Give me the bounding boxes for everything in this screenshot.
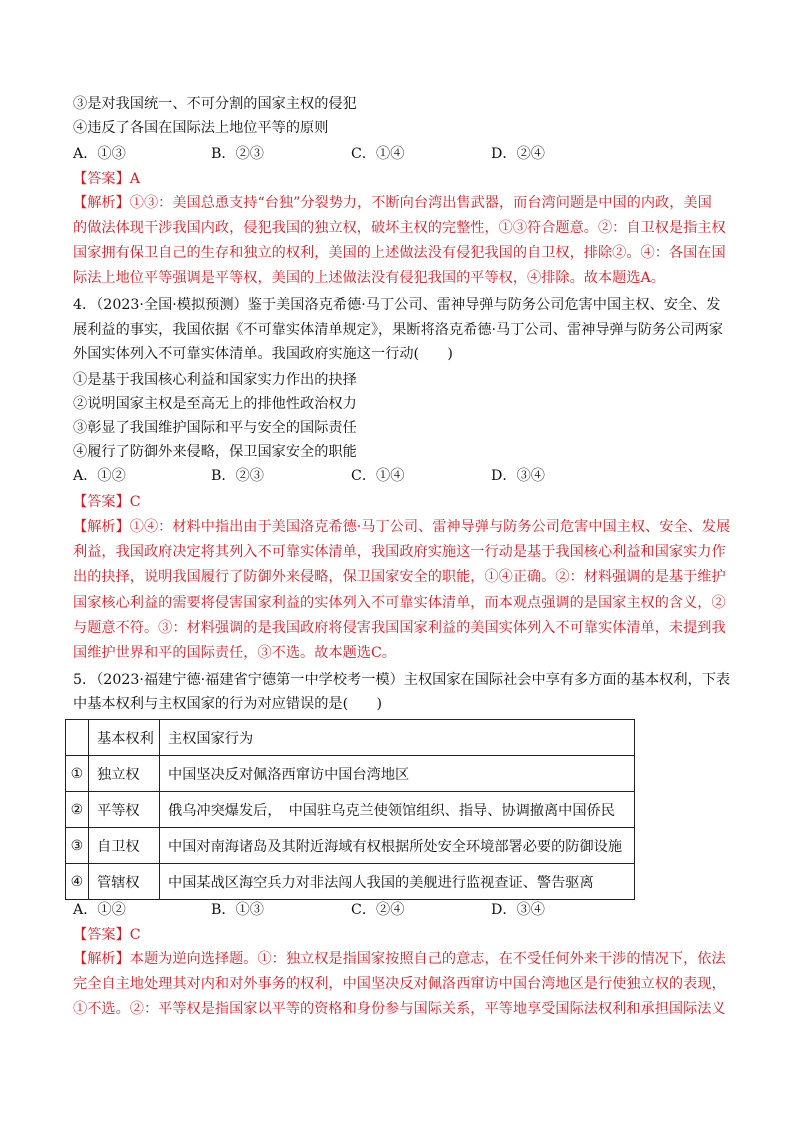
table-cell: 俄乌冲突爆发后， 中国驻乌克兰使领馆组织、指导、协调撤离中国侨民 — [160, 792, 635, 828]
q4-option-b: B．②③ — [211, 468, 264, 484]
q5-option-c: C．②④ — [351, 902, 405, 918]
rights-table — [65, 719, 635, 900]
table-row — [66, 792, 635, 828]
table-cell: 管辖权 — [89, 864, 160, 900]
table-row — [66, 828, 635, 864]
table-cell: ② — [66, 792, 89, 828]
q4-analysis-line: 【解析】①④：材料中指出由于美国洛克希德·马丁公司、雷神导弹与防务公司危害中国主权、安全、发展 — [73, 519, 731, 535]
q3-item-4: ④违反了各国在国际法上地位平等的原则 — [73, 120, 329, 136]
table-cell: 中国对南海诸岛及其附近海域有权根据所处安全环境部署必要的防御设施 — [160, 828, 635, 864]
q4-stem-line: 4．（2023·全国·模拟预测）鉴于美国洛克希德·马丁公司、雷神导弹与防务公司危害中国主权、安全、发 — [73, 297, 721, 313]
q5-answer: 【答案】C — [73, 927, 141, 943]
q5-analysis-line: ①不选。②：平等权是指国家以平等的资格和身份参与国际关系，平等地享受国际法权利和承担国际法义 — [73, 1001, 726, 1017]
table-cell: ③ — [66, 828, 89, 864]
q4-option-c: C．①④ — [351, 468, 405, 484]
q4-item-1: ①是基于我国核心利益和国家实力作出的抉择 — [73, 372, 357, 388]
q5-stem-line: 中基本权利与主权国家的行为对应错误的是( ) — [73, 696, 383, 712]
table-header-cell: 基本权利 — [89, 720, 160, 756]
q4-answer: 【答案】C — [73, 494, 141, 510]
q4-analysis-line: 出的抉择，说明我国履行了防御外来侵略，保卫国家安全的职能，①④正确。②：材料强调的是基于维护 — [73, 569, 726, 585]
q4-analysis-line: 与题意不符。③：材料强调的是我国政府将侵害我国国家利益的美国实体列入不可靠实体清单，未提到我 — [73, 620, 726, 636]
q4-stem-line: 展利益的事实，我国依据《不可靠实体清单规定》，果断将洛克希德·马丁公司、雷神导弹与防务公司两家 — [73, 322, 724, 338]
q3-answer: 【答案】A — [73, 171, 140, 187]
q4-analysis-line: 利益，我国政府决定将其列入不可靠实体清单，我国政府实施这一行动是基于我国核心利益和国家实力作 — [73, 544, 726, 560]
table-row — [66, 756, 635, 792]
q3-analysis-line: 【解析】①③：美国总恿支持“台独”分裂势力，不断向台湾出售武器，而台湾问题是中国的内政，美国 — [73, 195, 712, 211]
table-cell: 中国某战区海空兵力对非法闯人我国的美舰进行监视查证、警告驱离 — [160, 864, 635, 900]
q3-analysis-line: 的做法体现干涉我国内政，侵犯我国的独立权，破坏主权的完整性，①③符合题意。②：自卫权是指主权 — [73, 220, 726, 236]
table-header-cell — [66, 720, 89, 756]
q4-analysis-line: 国维护世界和平的国际责任，③不选。故本题选C。 — [73, 645, 396, 661]
table-cell: 平等权 — [89, 792, 160, 828]
q4-analysis-line: 国家核心利益的需要将侵害国家利益的实体列入不可靠实体清单，而本观点强调的是国家主权的含义，② — [73, 595, 726, 611]
q4-option-d: D．③④ — [491, 468, 545, 484]
table-header-row — [66, 720, 635, 756]
q3-option-d: D．②④ — [491, 146, 545, 162]
q5-option-a: A．①② — [73, 902, 126, 918]
table-header-cell: 主权国家行为 — [160, 720, 635, 756]
q4-item-3: ③彰显了我国维护国际和平与安全的国际责任 — [73, 420, 357, 436]
table-cell: 自卫权 — [89, 828, 160, 864]
q3-analysis-line: 国家拥有保卫自己的生存和独立的权利，美国的上述做法没有侵犯我国的自卫权，排除②。④：各国在国 — [73, 245, 726, 261]
q3-option-a: A．①③ — [73, 146, 126, 162]
q3-option-b: B．②③ — [211, 146, 264, 162]
table-cell: ④ — [66, 864, 89, 900]
q5-option-b: B．①③ — [211, 902, 264, 918]
q4-option-a: A．①② — [73, 468, 126, 484]
q3-option-c: C．①④ — [351, 146, 405, 162]
q5-option-d: D．③④ — [491, 902, 545, 918]
q3-item-3: ③是对我国统一、不可分割的国家主权的侵犯 — [73, 96, 357, 112]
q5-analysis-line: 【解析】本题为逆向选择题。①：独立权是指国家按照自己的意志，在不受任何外来干涉的情况下，依法 — [73, 951, 726, 967]
q3-analysis-line: 际法上地位平等强调是平等权，美国的上述做法没有侵犯我国的平等权，④排除。故本题选A。 — [73, 270, 665, 286]
q4-stem-line: 外国实体列入不可靠实体清单。我国政府实施这一行动( ) — [73, 346, 453, 362]
q4-item-2: ②说明国家主权是至高无上的排他性政治权力 — [73, 396, 357, 412]
table-cell: 独立权 — [89, 756, 160, 792]
q5-analysis-line: 完全自主地处理其对内和对外事务的权利，中国坚决反对佩洛西窜访中国台湾地区是行使独立权的表现， — [73, 976, 726, 992]
table-cell: ① — [66, 756, 89, 792]
q5-stem-line: 5．（2023·福建宁德·福建省宁德第一中学校考一模）主权国家在国际社会中享有多方面的基本权利，下表 — [73, 672, 731, 688]
table-row — [66, 864, 635, 900]
q4-item-4: ④履行了防御外来侵略，保卫国家安全的职能 — [73, 444, 357, 460]
table-cell: 中国坚决反对佩洛西窜访中国台湾地区 — [160, 756, 635, 792]
